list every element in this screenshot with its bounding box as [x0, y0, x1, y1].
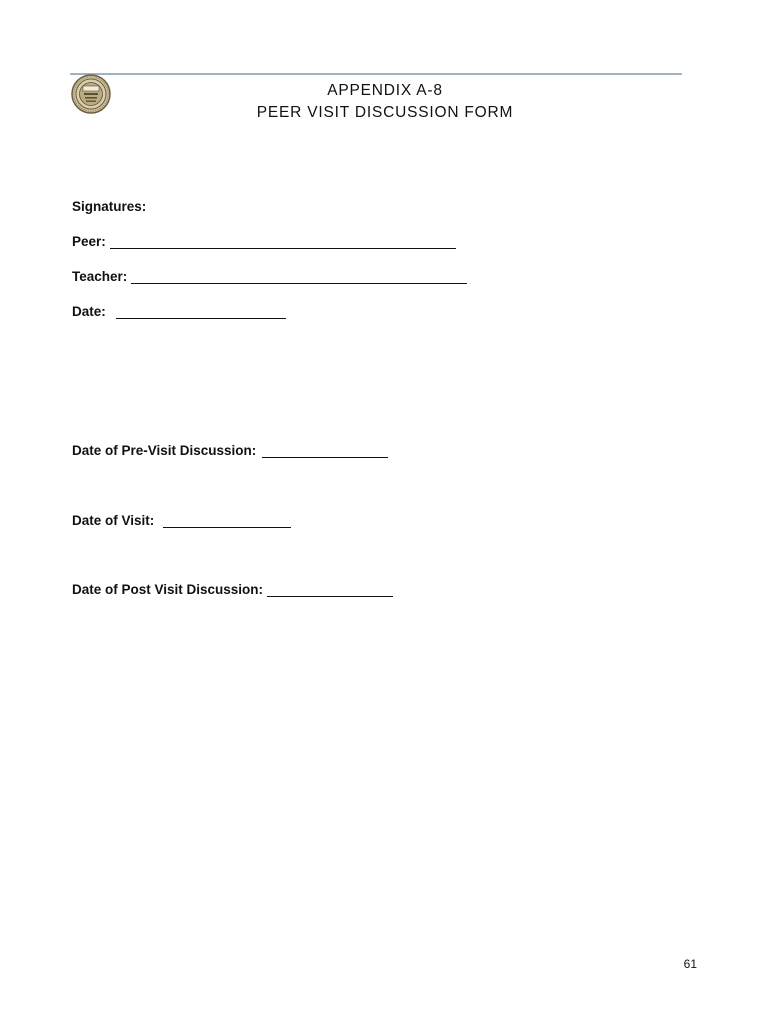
pre-visit-label: Date of Pre-Visit Discussion:: [72, 443, 257, 458]
signatures-heading-text: Signatures:: [72, 199, 147, 214]
date-line[interactable]: [116, 304, 286, 319]
date-field: [72, 304, 286, 319]
pre-visit-date-line[interactable]: [262, 443, 388, 458]
date-label: Date:: [72, 304, 106, 319]
signatures-heading: [72, 199, 146, 214]
peer-field: [72, 234, 456, 249]
visit-label: Date of Visit:: [72, 513, 155, 528]
page-number: 61: [683, 957, 697, 971]
appendix-title: APPENDIX A-8: [327, 82, 443, 99]
teacher-label: Teacher:: [72, 269, 128, 284]
post-visit-label: Date of Post Visit Discussion:: [72, 582, 264, 597]
teacher-field: [72, 269, 467, 284]
peer-label: Peer:: [72, 234, 106, 249]
post-visit-date-line[interactable]: [267, 582, 393, 597]
title-block: [0, 80, 770, 124]
post-visit-field: [72, 582, 393, 597]
pre-visit-field: [72, 443, 388, 458]
visit-field: [72, 513, 291, 528]
form-title: PEER VISIT DISCUSSION FORM: [256, 104, 514, 121]
teacher-signature-line[interactable]: [131, 269, 467, 284]
peer-signature-line[interactable]: [110, 234, 456, 249]
header-rule: [70, 73, 682, 75]
visit-date-line[interactable]: [163, 513, 291, 528]
